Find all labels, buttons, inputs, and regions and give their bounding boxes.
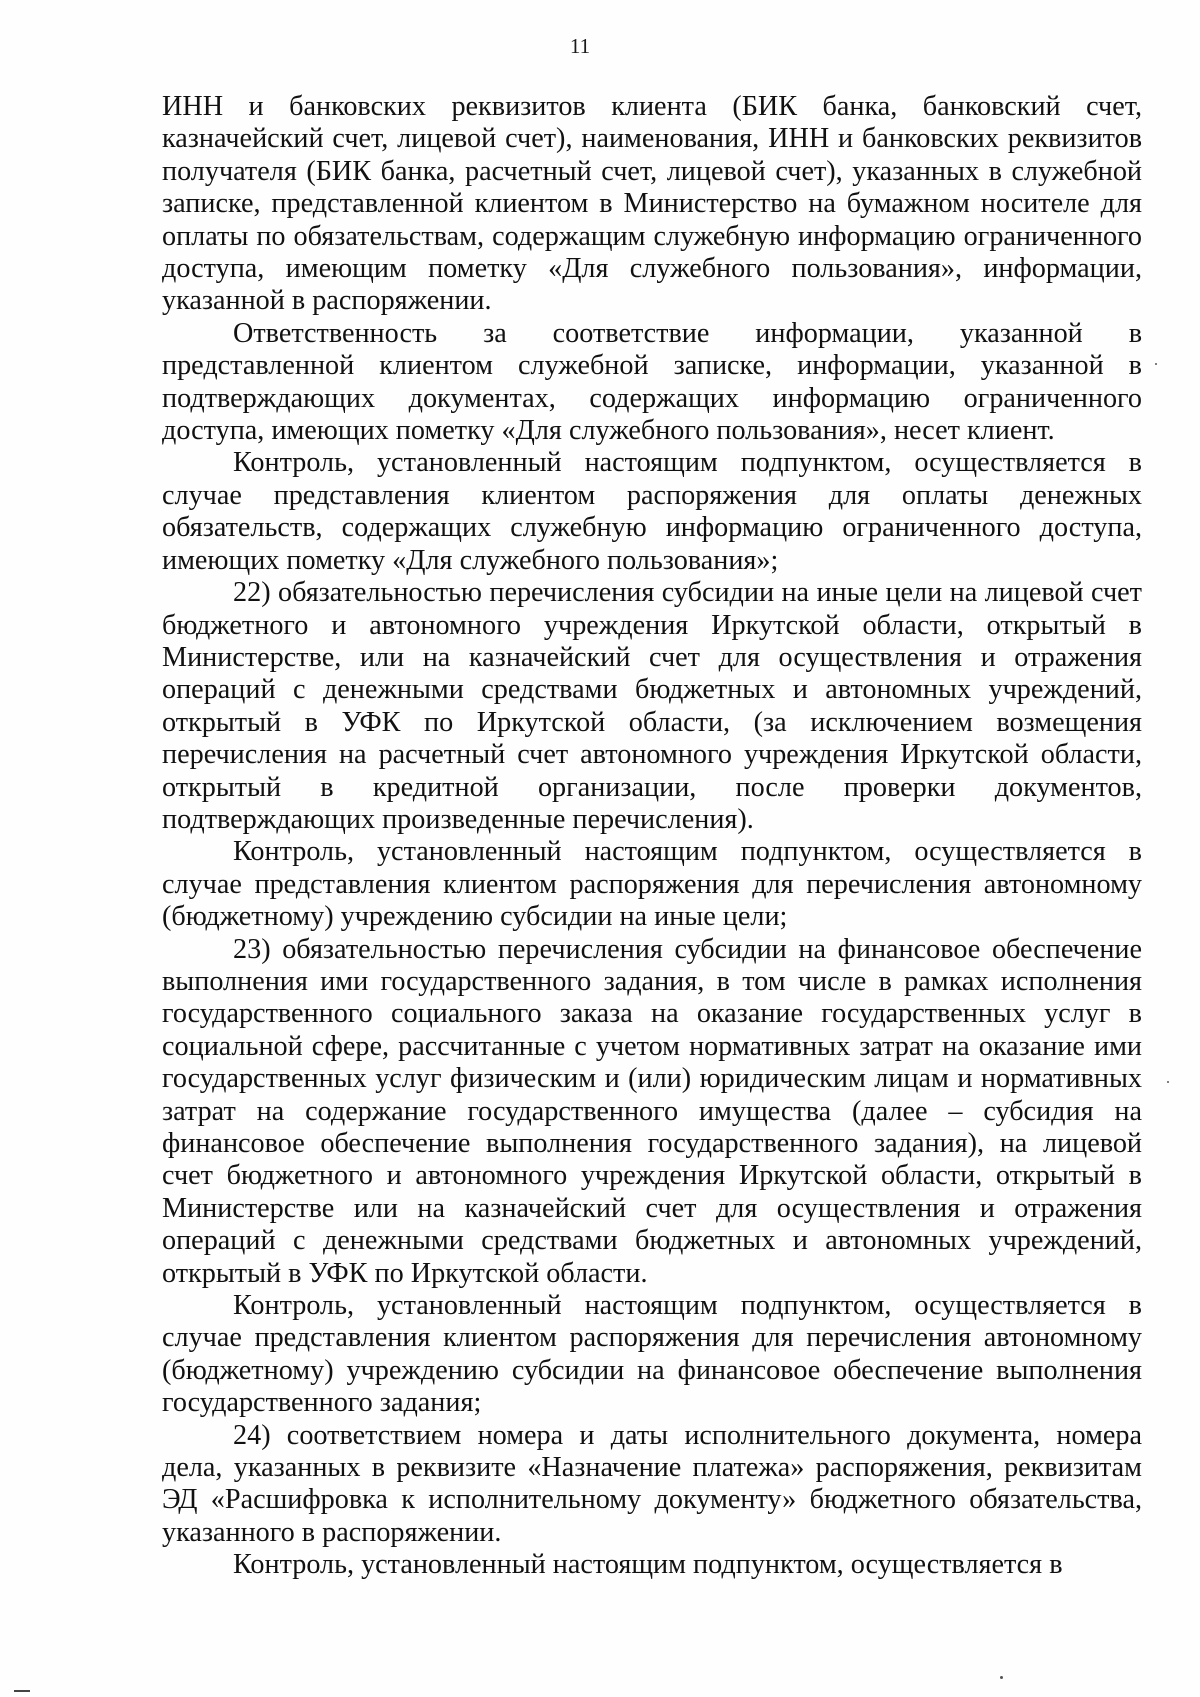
scan-artifact <box>1155 363 1157 365</box>
scan-artifact <box>14 1690 30 1692</box>
paragraph: ИНН и банковских реквизитов клиента (БИК банка, банковский счет, казначейский счет, лицевой счет), наименования, ИНН и банковских реквизитов получателя (БИК банка, расчетный счет, лицевой счет), указанных в служебной записке, представленной клиентом в Министерство на бумажном носителе для оплаты по обязательствам, содержащим служебную информацию ограниченного доступа, имеющим пометку «Для служебного пользования», информации, указанной в распоряжении. <box>162 91 1142 317</box>
paragraph: 23) обязательностью перечисления субсидии на финансовое обеспечение выполнения ими государственного задания, в том числе в рамках исполнения государственного социального заказа на оказание государственных услуг в социальной сфере, рассчитанные с учетом нормативных затрат на оказание ими государственных услуг физическим и (или) юридическим лицам и нормативных затрат на содержание государственного имущества (далее – субсидия на финансовое обеспечение выполнения государственного задания), на лицевой счет бюджетного и автономного учреждения Иркутской области, открытый в Министерстве или на казначейский счет для осуществления и отражения операций с денежными средствами бюджетных и автономных учреждений, открытый в УФК по Иркутской области. <box>162 933 1142 1289</box>
paragraph: Контроль, установленный настоящим подпунктом, осуществляется в случае представления клиентом распоряжения для оплаты денежных обязательств, содержащих служебную информацию ограниченного доступа, имеющих пометку «Для служебного пользования»; <box>162 447 1142 576</box>
document-body <box>162 91 1142 1582</box>
paragraph: Контроль, установленный настоящим подпунктом, осуществляется в случае представления клиентом распоряжения для перечисления автономному (бюджетному) учреждению субсидии на иные цели; <box>162 836 1142 933</box>
paragraph: 22) обязательностью перечисления субсидии на иные цели на лицевой счет бюджетного и автономного учреждения Иркутской области, открытый в Министерстве, или на казначейский счет для осуществления и отражения операций с денежными средствами бюджетных и автономных учреждений, открытый в УФК по Иркутской области, (за исключением возмещения перечисления на расчетный счет автономного учреждения Иркутской области, открытый в кредитной организации, после проверки документов, подтверждающих произведенные перечисления). <box>162 577 1142 835</box>
paragraph: Контроль, установленный настоящим подпунктом, осуществляется в <box>233 1549 1063 1581</box>
scan-artifact <box>1000 1676 1003 1679</box>
scan-artifact <box>1167 1081 1169 1083</box>
paragraph: Контроль, установленный настоящим подпунктом, осуществляется в случае представления клиентом распоряжения для перечисления автономному (бюджетному) учреждению субсидии на финансовое обеспечение выполнения государственного задания; <box>162 1290 1142 1419</box>
page-number: 11 <box>569 34 591 58</box>
paragraph: 24) соответствием номера и даты исполнительного документа, номера дела, указанных в реквизите «Назначение платежа» распоряжения, реквизитам ЭД «Расшифровка к исполнительному документу» бюджетного обязательства, указанного в распоряжении. <box>162 1419 1142 1548</box>
paragraph: Ответственность за соответствие информации, указанной в представленной клиентом служебной записке, информации, указанной в подтверждающих документах, содержащих информацию ограниченного доступа, имеющих пометку «Для служебного пользования», несет клиент. <box>162 317 1142 447</box>
